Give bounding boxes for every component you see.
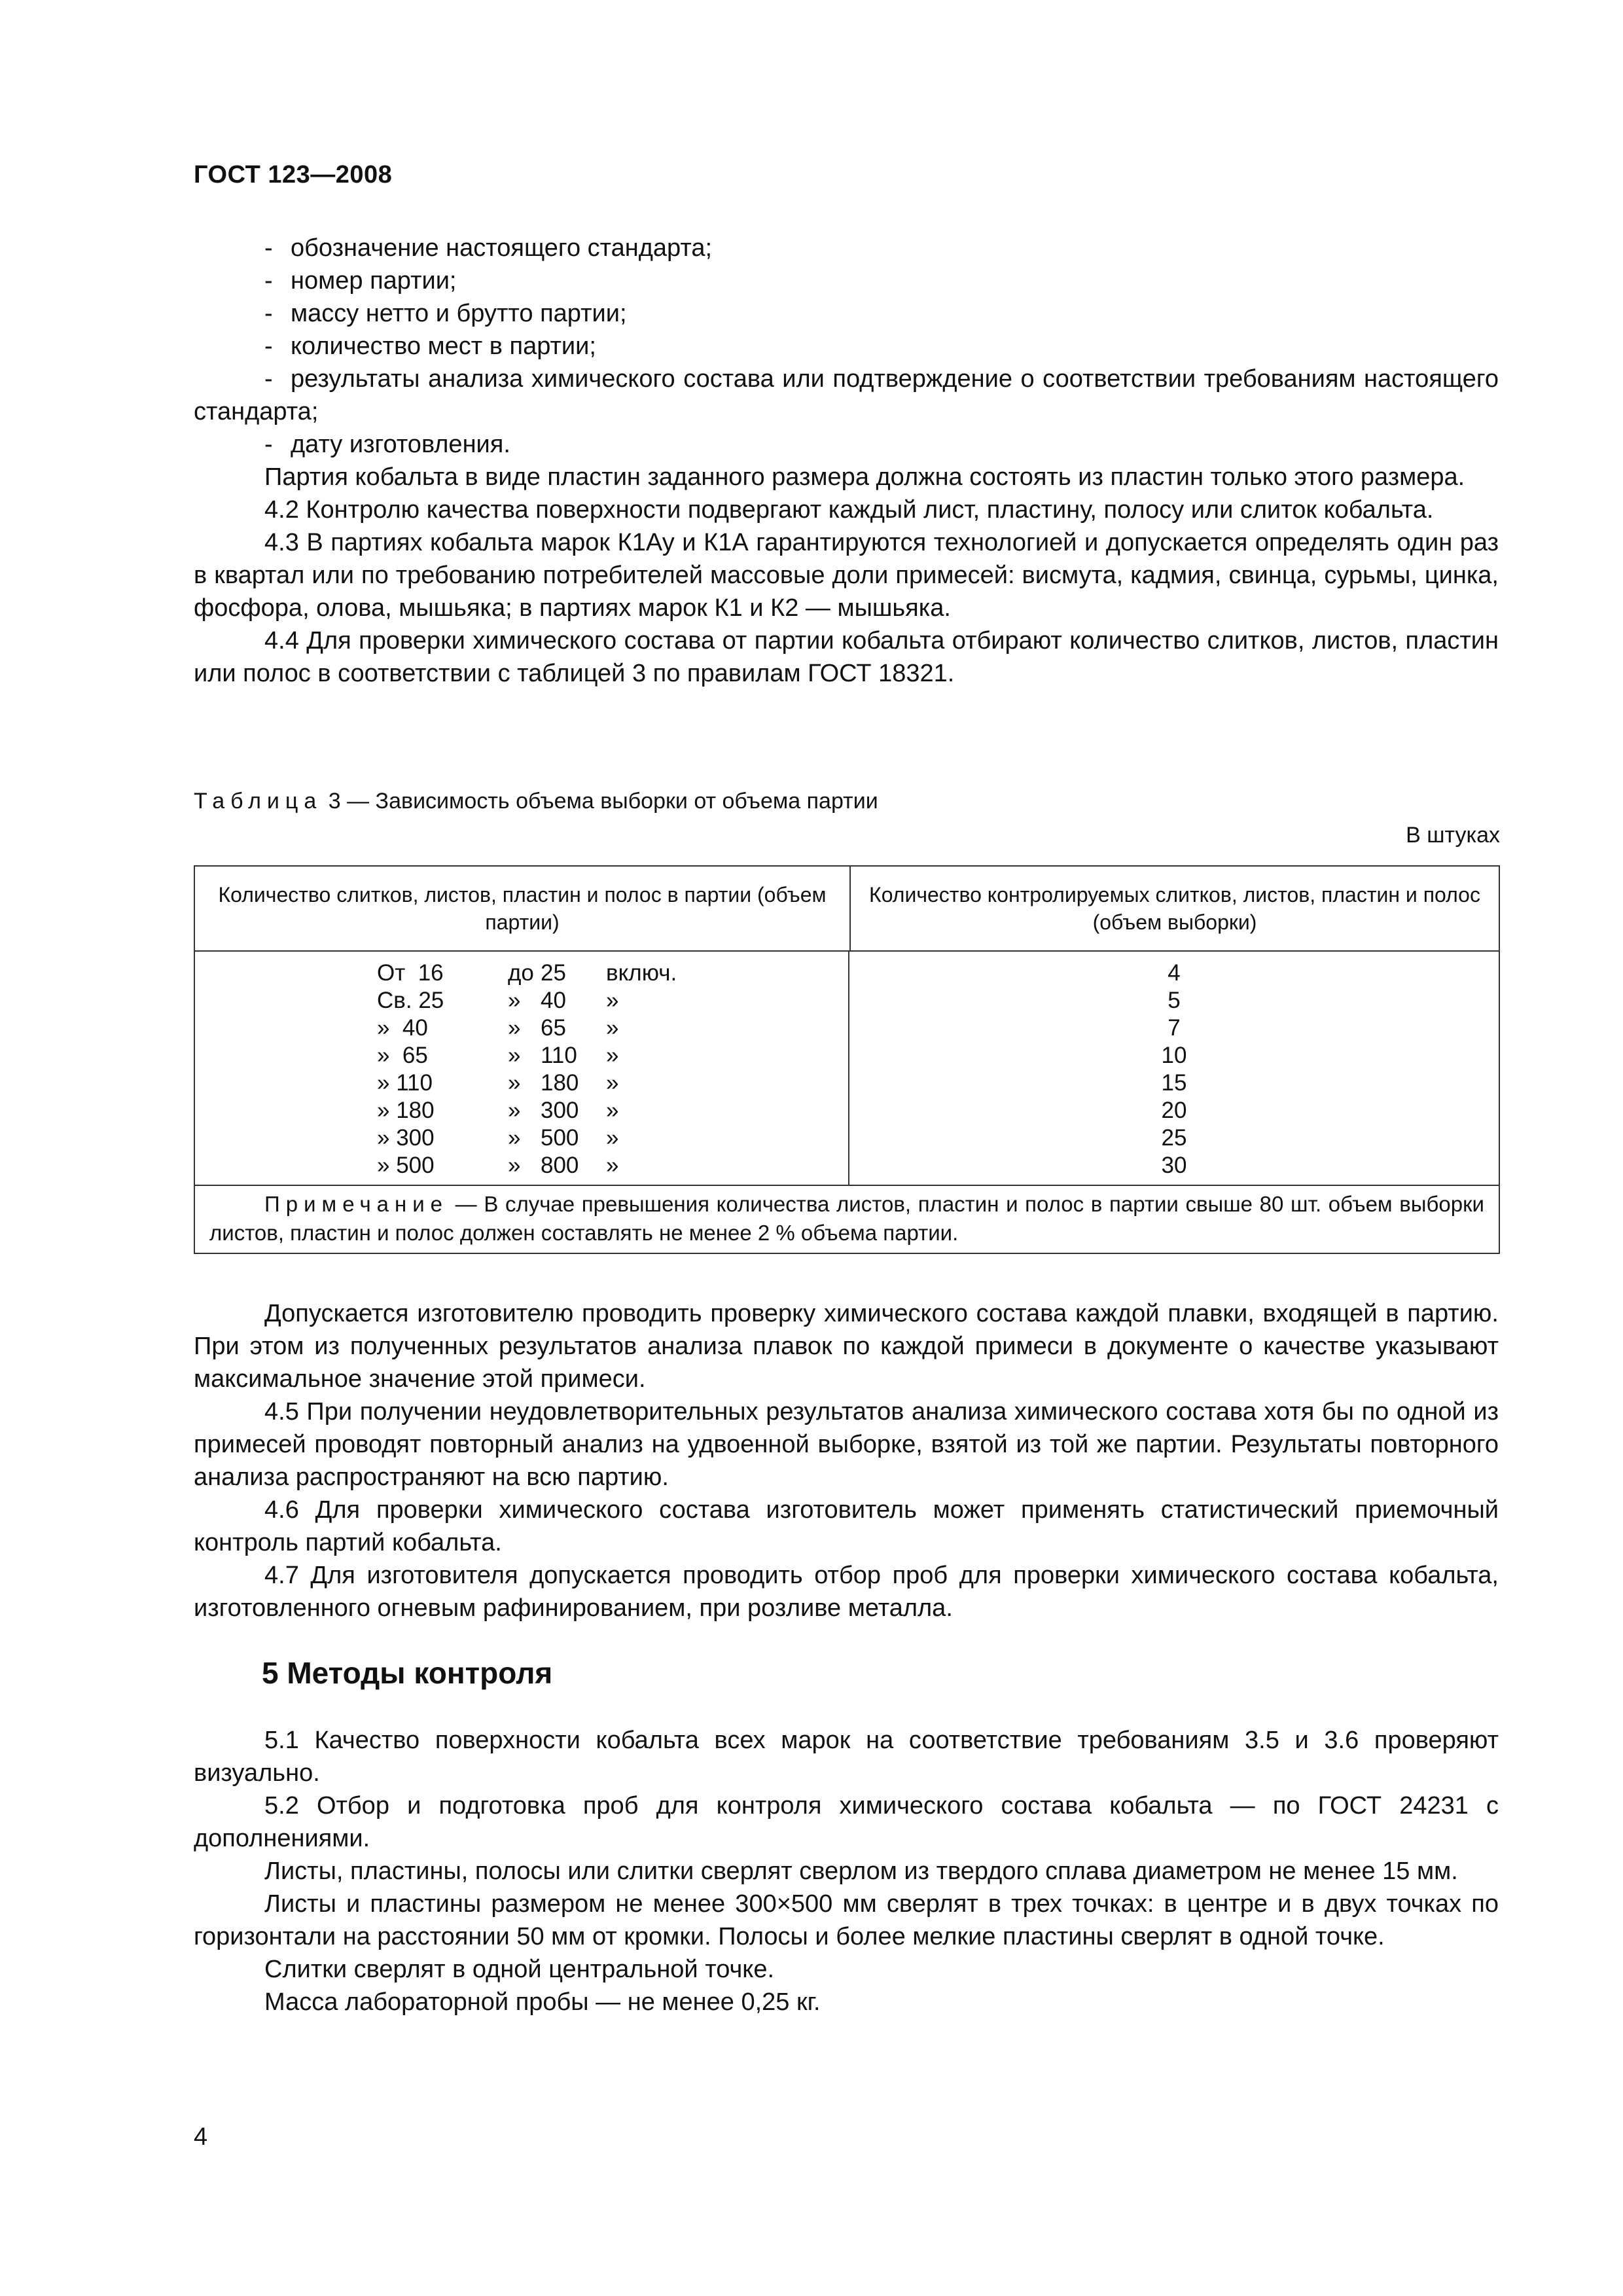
table-row: » 40 » 65 » — [377, 1015, 619, 1041]
table-units: В штуках — [1406, 823, 1500, 848]
bullet-item: - номер партии; — [264, 267, 457, 295]
table-cell: 10 — [1161, 1043, 1187, 1068]
table-note-text: — В случае превышения количества листов, пластин и полос в партии свыше 80 шт. объем выборки листов, пластин и полос должен составлять не менее 2 % объема партии. — [209, 1192, 1484, 1245]
bullet-item: - обозначение настоящего стандарта; — [264, 234, 713, 262]
paragraph: Допускается изготовителю проводить проверку химического состава каждой плавки, входящей в партию. При этом из полученных результатов анализа плавок по каждой примеси в документе о качестве указывают максимальное значение этой примеси. — [194, 1300, 1499, 1393]
paragraph: Листы, пластины, полосы или слитки сверлят сверлом из твердого сплава диаметром не менее 15 мм. — [264, 1857, 1458, 1885]
table-header-lot-size: Количество слитков, листов, пластин и полос в партии (объем партии) — [195, 867, 851, 950]
table-cell: 15 — [1161, 1070, 1187, 1096]
paragraph: Масса лабораторной пробы — не менее 0,25 кг. — [264, 1988, 821, 2016]
table-note — [195, 1186, 1499, 1253]
sample-size-column — [849, 952, 1499, 1185]
sample-size-table — [194, 865, 1500, 1254]
paragraph: 5.1 Качество поверхности кобальта всех марок на соответствие требованиям 3.5 и 3.6 проверяют визуально. — [194, 1727, 1499, 1787]
text-block-1 — [194, 232, 1499, 690]
table-cell: 25 — [1161, 1125, 1187, 1151]
paragraph: Партия кобальта в виде пластин заданного размера должна состоять из пластин только этого размера. — [264, 463, 1465, 491]
paragraph: 4.2 Контролю качества поверхности подвергают каждый лист, пластину, полосу или слиток кобальта. — [264, 496, 1434, 524]
table-row: » 65 » 110 » — [377, 1043, 619, 1068]
table-row: От 16 до 25 включ. — [377, 960, 677, 986]
table-cell: 5 — [1168, 988, 1181, 1013]
paragraph: Слитки сверлят в одной центральной точке. — [264, 1956, 775, 1983]
paragraph: 4.6 Для проверки химического состава изготовитель может применять статистический приемочный контроль партий кобальта. — [194, 1496, 1499, 1556]
table-cell: 4 — [1168, 960, 1181, 986]
table-row: » 180 » 300 » — [377, 1098, 619, 1123]
table-cell: 30 — [1161, 1153, 1187, 1178]
text-block-2 — [194, 1297, 1499, 1624]
bullet-item: - результаты анализа химического состава или подтверждение о соответствии требованиям настоящего стандарта; — [194, 365, 1499, 425]
paragraph: 4.7 Для изготовителя допускается проводить отбор проб для проверки химического состава кобальта, изготовленного огневым рафинированием, при розливе металла. — [194, 1562, 1499, 1622]
paragraph: 4.5 При получении неудовлетворительных результатов анализа химического состава хотя бы по одной из примесей проводят повторный анализ на удвоенной выборке, взятой из той же партии. Результаты повторного анализа распространяют на всю партию. — [194, 1398, 1499, 1491]
table-note-label: Примечание — [264, 1192, 449, 1216]
lot-size-column — [195, 952, 849, 1185]
bullet-item: - массу нетто и брутто партии; — [264, 300, 627, 327]
text-block-3 — [194, 1724, 1499, 2018]
section-heading: 5 Методы контроля — [262, 1656, 553, 1690]
page-number: 4 — [194, 2123, 208, 2151]
paragraph: 4.3 В партиях кобальта марок К1Ау и К1А гарантируются технологией и допускается определять один раз в квартал или по требованию потребителей массовые доли примесей: висмута, кадмия, свинца, сурьмы, цинка, фосфора, олова, мышьяка; в партиях марок К1 и К2 — мышьяка. — [194, 529, 1499, 622]
table-row: » 110 » 180 » — [377, 1070, 619, 1096]
table-row: » 300 » 500 » — [377, 1125, 619, 1151]
table-header-sample-size: Количество контролируемых слитков, листов, пластин и полос (объем выборки) — [869, 883, 1480, 934]
bullet-item: - количество мест в партии; — [264, 332, 596, 360]
paragraph: Листы и пластины размером не менее 300×500 мм сверлят в трех точках: в центре и в двух точках по горизонтали на расстоянии 50 мм от кромки. Полосы и более мелкие пластины сверлят в одной точке. — [194, 1890, 1499, 1950]
table-body — [195, 952, 1499, 1186]
paragraph: 5.2 Отбор и подготовка проб для контроля химического состава кобальта — по ГОСТ 24231 с дополнениями. — [194, 1792, 1499, 1852]
table-caption — [194, 788, 878, 814]
table-cell: 7 — [1168, 1015, 1181, 1041]
table-caption-label: Таблица — [194, 789, 323, 814]
table-header — [195, 867, 1499, 952]
table-row: Св. 25 » 40 » — [377, 988, 619, 1013]
document-header: ГОСТ 123—2008 — [194, 161, 393, 188]
table-cell: 20 — [1161, 1098, 1187, 1123]
table-row: » 500 » 800 » — [377, 1153, 619, 1178]
paragraph: 4.4 Для проверки химического состава от партии кобальта отбирают количество слитков, листов, пластин или полос в соответствии с таблицей 3 по правилам ГОСТ 18321. — [194, 627, 1499, 687]
table-caption-text: 3 — Зависимость объема выборки от объема партии — [322, 789, 878, 814]
bullet-item: - дату изготовления. — [264, 431, 510, 458]
